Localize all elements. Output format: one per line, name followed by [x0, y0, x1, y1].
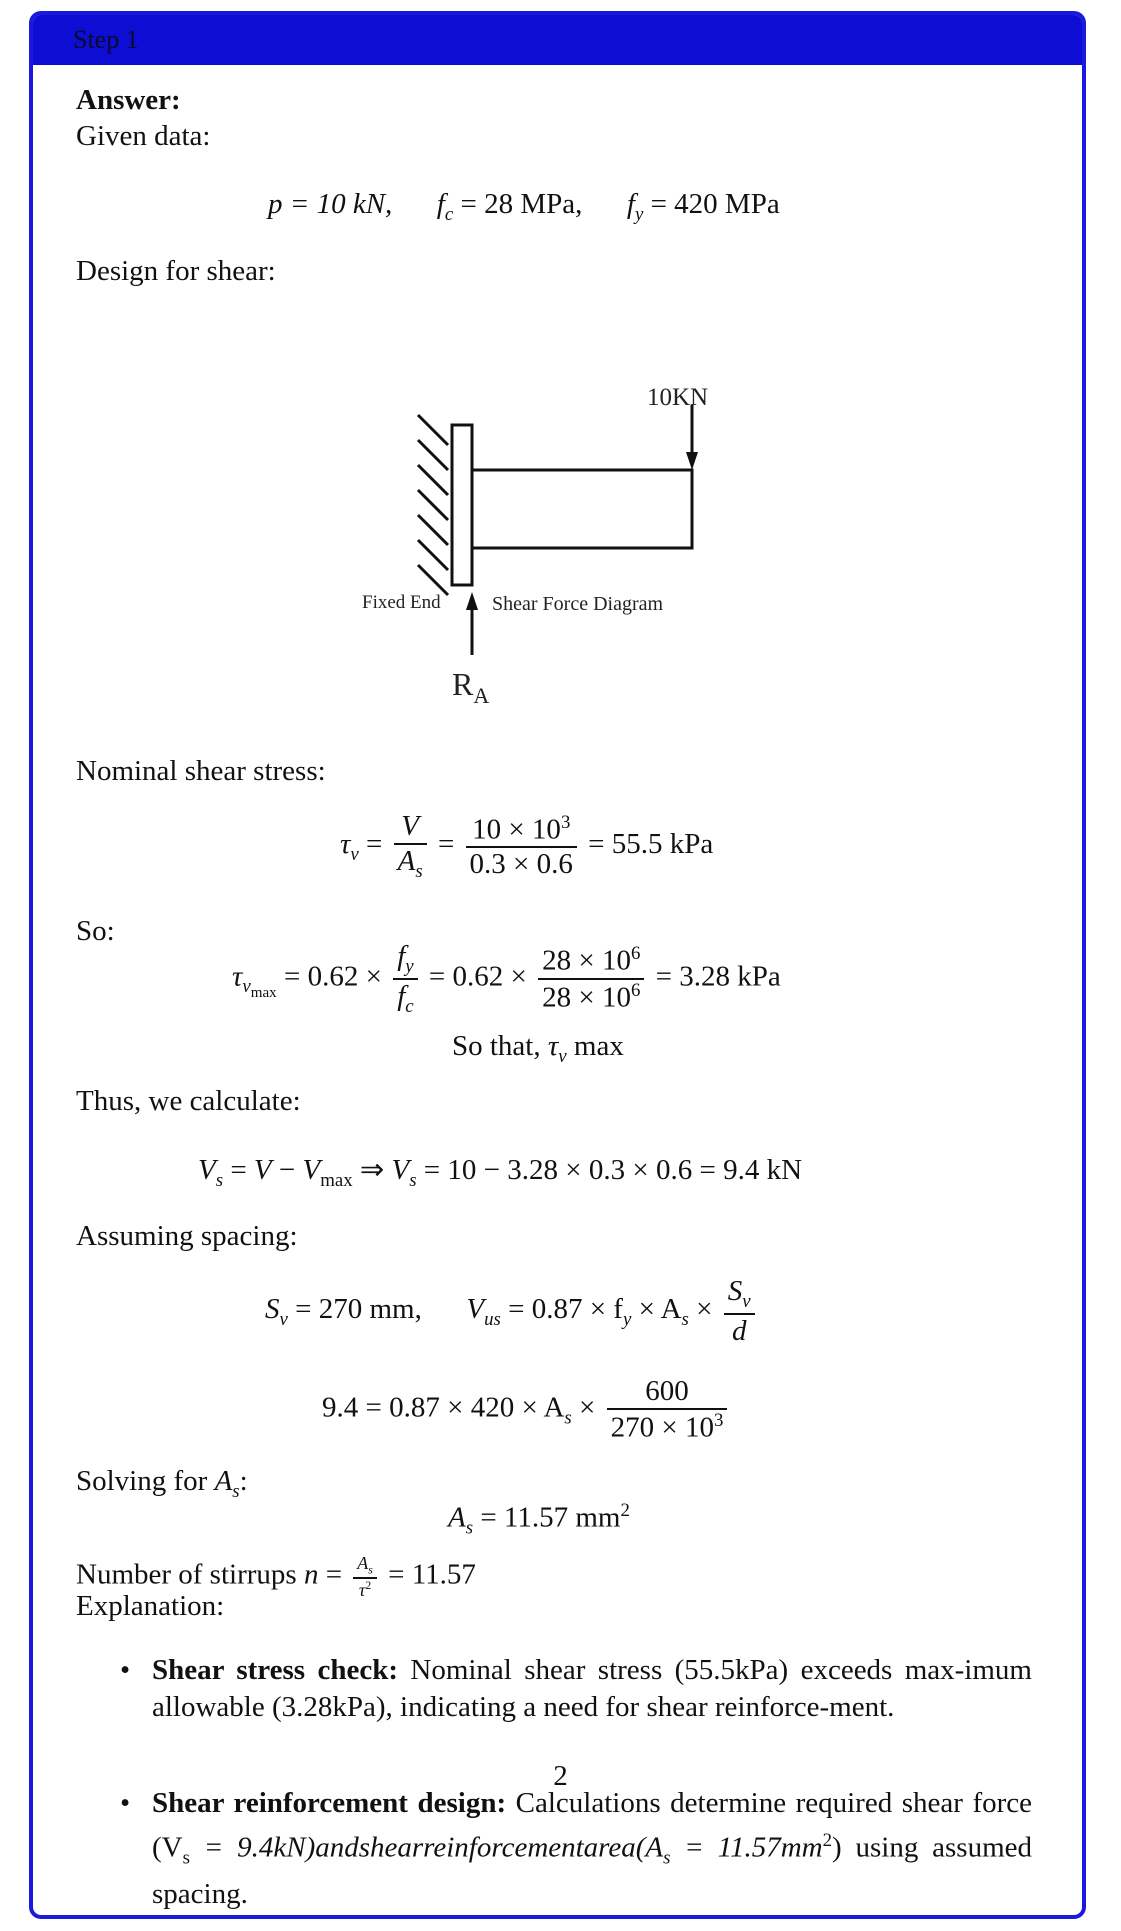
- given-label: Given data:: [76, 120, 211, 152]
- vus-symbol: V: [466, 1293, 485, 1326]
- as-result: [448, 1500, 630, 1539]
- load-label: 10KN: [647, 384, 709, 411]
- taumax-symbol: τ: [232, 960, 243, 993]
- frac-sv: S: [727, 1275, 743, 1307]
- bullet2-sup: 2: [822, 1830, 833, 1851]
- stirrups-den: τ: [358, 1579, 366, 1600]
- eq94-times: ×: [571, 1391, 596, 1424]
- fc-symbol: f: [436, 188, 445, 220]
- sv-over-d: [724, 1275, 755, 1348]
- tau-sub: v: [350, 843, 359, 865]
- bullet1-title: Shear stress check:: [152, 1654, 398, 1686]
- so-that-line: [452, 1030, 624, 1068]
- vs-equation: $V_s = V - V_{max}$ ⇒ $V_s = 10 - 3.28 \times 0.3 \times 0.6 = 9.4$ kN: [198, 1154, 803, 1191]
- sv-equation: [265, 1275, 759, 1348]
- tau-result: = 55.5 kPa: [588, 828, 714, 861]
- svg-text:RA: [452, 666, 489, 708]
- fy-over-fc: [393, 940, 417, 1018]
- frac-fy-sub: y: [405, 955, 414, 977]
- cantilever-diagram: [350, 370, 750, 710]
- numeric-fraction: [466, 812, 577, 882]
- stirrups-den-sup: 2: [365, 1578, 372, 1592]
- num-28e6-sup: 6: [630, 943, 641, 965]
- taumax-coef: = 0.62 ×: [283, 960, 382, 993]
- solve-var: A: [214, 1465, 233, 1497]
- solve-sub: s: [232, 1480, 240, 1502]
- as-sub: s: [465, 1517, 474, 1539]
- v-over-as: [394, 810, 427, 883]
- bullet1-body: Nominal shear stress (55.5kPa) exceeds max-imum allowable (3.28kPa), indicating a need for shear reinforce-ment.: [152, 1654, 1032, 1723]
- so-that-tau: τ: [547, 1030, 559, 1062]
- den-28e6: 28 × 10: [542, 981, 631, 1014]
- eq94-fraction: [607, 1375, 728, 1445]
- stirrups-n: n: [303, 1558, 319, 1591]
- solve-colon: :: [239, 1465, 248, 1497]
- taumax-subsub: max: [250, 985, 277, 1002]
- vus-sub: us: [484, 1308, 501, 1330]
- frac-sv-sub: v: [742, 1290, 751, 1312]
- mpa-fraction: [538, 943, 644, 1014]
- tau-symbol: τ: [340, 828, 351, 861]
- fy-value: = 420 MPa: [643, 188, 780, 220]
- bullet2-sub: s: [182, 1847, 190, 1869]
- frac-d: d: [731, 1314, 747, 1347]
- bullet2-body: Calculations determine required shear force (V: [152, 1787, 1032, 1864]
- stirrups-num-sub: s: [368, 1563, 373, 1577]
- den-28e6-sup: 6: [630, 979, 641, 1001]
- solve-label: [76, 1465, 248, 1503]
- step-header: Step 1: [33, 15, 1082, 65]
- page-number: 2: [553, 1760, 568, 1792]
- eq94-left: 9.4 = 0.87 × 420 × A: [322, 1391, 565, 1424]
- solve-text: Solving for: [76, 1465, 215, 1497]
- as-symbol: A: [448, 1501, 466, 1534]
- sv-sub: v: [279, 1308, 288, 1330]
- reaction-label: R: [452, 666, 474, 702]
- vus-as-sub: s: [681, 1308, 689, 1330]
- so-that-text: So that,: [452, 1030, 548, 1062]
- frac-fc: f: [397, 979, 406, 1012]
- eq-94: [322, 1375, 731, 1445]
- num-10e3: 10 × 10: [472, 813, 561, 846]
- given-p: p = 10 kN,: [268, 188, 393, 220]
- bullet2-body2: = 9.4kN)andshearreinforcementarea(A: [189, 1831, 664, 1864]
- assume-label: Assuming spacing:: [76, 1220, 298, 1252]
- bullet-shear-check: [152, 1652, 1032, 1726]
- bullet-reinforcement: [152, 1785, 1032, 1913]
- stirrups-text: Number of stirrups: [76, 1558, 304, 1591]
- bullet2-body4: ) using assumed spacing.: [152, 1831, 1032, 1911]
- nominal-label: Nominal shear stress:: [76, 755, 326, 787]
- so-that-sub: v: [558, 1045, 567, 1067]
- frac-v: V: [401, 810, 420, 842]
- stirrups-num: A: [357, 1553, 369, 1573]
- fy-symbol: f: [626, 188, 635, 220]
- den-area: 0.3 × 0.6: [469, 848, 573, 881]
- frac-fy: f: [397, 940, 406, 972]
- so-label: So:: [76, 915, 115, 947]
- eq94-den: 270 × 10: [610, 1411, 714, 1444]
- stirrups-result: = 11.57: [380, 1558, 476, 1591]
- frac-as-sub: s: [415, 860, 423, 882]
- taumax-coef2: = 0.62 ×: [428, 960, 527, 993]
- eq94-num: 600: [607, 1375, 728, 1410]
- stirrups-eq: =: [318, 1558, 350, 1591]
- tau-equation: $\tau_v$ = $\frac{V}{A_s}$ = $\frac{10 \times 10^3}{0.3 \times 0.6}$ = 55.5 kPa: [340, 810, 714, 882]
- thus-label: Thus, we calculate:: [76, 1085, 301, 1117]
- vus-as: × A: [631, 1293, 682, 1326]
- given-equation: [268, 188, 780, 226]
- bullet2-title: Shear reinforcement design:: [152, 1787, 507, 1819]
- fixed-end-label: Fixed End: [362, 592, 441, 613]
- tau-max-equation: [232, 940, 781, 1018]
- sfd-label: Shear Force Diagram: [492, 593, 664, 615]
- vus-expr: = 0.87 × f: [500, 1293, 623, 1326]
- fy-sub: y: [634, 203, 644, 225]
- eq94-sub: s: [564, 1407, 572, 1429]
- num-28e6: 28 × 10: [542, 944, 631, 977]
- so-that-max: max: [566, 1030, 624, 1062]
- sv-value: = 270 mm,: [287, 1293, 422, 1326]
- eq94-den-sup: 3: [713, 1410, 724, 1431]
- answer-label: Answer:: [76, 84, 181, 116]
- frac-as: A: [397, 845, 416, 877]
- design-label: Design for shear:: [76, 255, 276, 287]
- bullet2-sub2: s: [663, 1847, 671, 1869]
- sv-symbol: S: [265, 1293, 280, 1326]
- as-value: = 11.57 mm: [473, 1501, 621, 1534]
- explanation-label: Explanation:: [76, 1590, 225, 1622]
- num-10e3-sup: 3: [560, 811, 571, 833]
- taumax-result: = 3.28 kPa: [655, 960, 781, 993]
- taumax-sub: v: [242, 976, 251, 998]
- fc-value: = 28 MPa,: [453, 188, 583, 220]
- vus-fy-sub: y: [622, 1308, 632, 1330]
- frac-fc-sub: c: [405, 995, 414, 1017]
- reaction-sub: A: [473, 683, 490, 708]
- vus-times: ×: [688, 1293, 713, 1326]
- bullet2-body3: = 11.57mm: [670, 1831, 823, 1864]
- as-sup: 2: [620, 1500, 630, 1521]
- fc-sub: c: [444, 203, 454, 225]
- stirrups-fraction: [353, 1553, 377, 1601]
